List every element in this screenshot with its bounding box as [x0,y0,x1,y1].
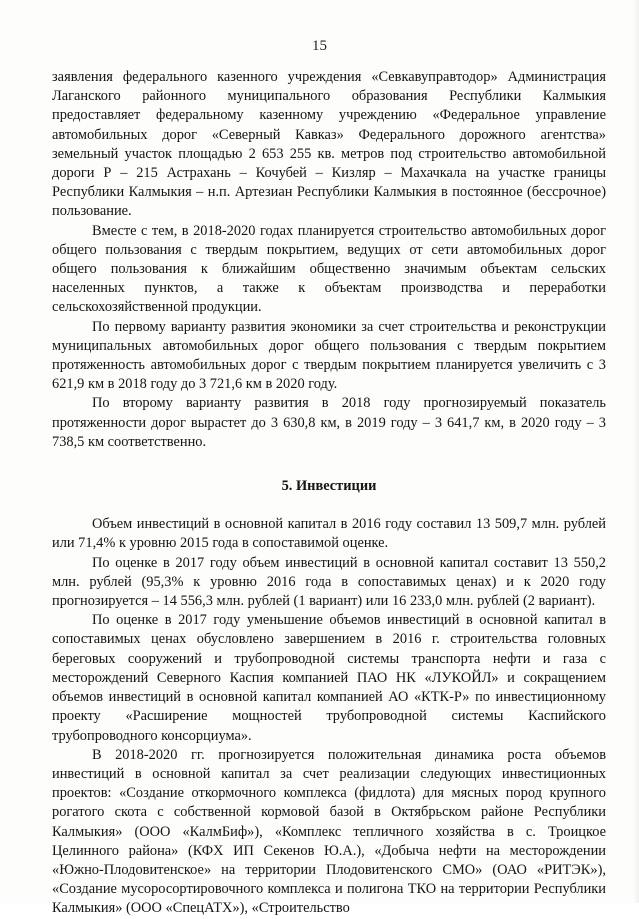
paragraph: По первому варианту развития экономики за счет строительства и реконструкции муниципальных автомобильных дорог общего пользования с твердым покрытием протяженность автомобильных дорог с твердым покрытием планируется увеличить с 3 621,9 км в 2018 году до 3 721,6 км в 2020 году. [52,318,606,393]
section-heading: 5. Инвестиции [281,478,377,495]
paragraph: По оценке в 2017 году объем инвестиций в основной капитал составит 13 550,2 млн. рублей (95,3% к уровню 2016 года в сопоставимых ценах) и к 2020 году прогнозируется – 14 556,3 млн. рублей (1 вариант) или 16 233,0 млн. рублей (2 вариант). [52,554,606,610]
paragraph: По второму варианту развития в 2018 году прогнозируемый показатель протяженности дорог вырастет до 3 630,8 км, в 2019 году – 3 641,7 км, в 2020 году – 3 738,5 км соответственно. [52,395,606,450]
paragraph: заявления федерального казенного учреждения «Севкавуправтодор» Администрация Лаганского районного муниципального образования Республики Калмыкия предоставляет федеральному казенному учреждению «Федеральное управление автомобильных дорог «Северный Кавказ» Федерального дорожного агентства» земельный участок площадью 2 653 255 кв. метров под строительство автомобильной дороги Р – 215 Астрахань – Кочубей – Кизляр – Махачкала на участке границы Республики Калмыкия – н.п. Артезиан Республики Калмыкия в постоянное (бессрочное) пользование. [52,69,606,220]
paragraph: В 2018-2020 гг. прогнозируется положительная динамика роста объемов инвестиций в основной капитал за счет реализации следующих инвестиционных проектов: «Создание откормочного комплекса (фидлота) для мясных пород крупного рогатого скота с собственной кормовой базой в Октябрьском районе Республики Калмыкия» (ООО «КалмБиф»), «Комплекс тепличного хозяйства в с. Троицкое Целинного района» (КФХ ИП Секенов Ю.А.), «Добыча нефти на месторождении «Южно-Плодовитенское» на территории Плодовитенского СМО» (ОАО «РИТЭК»), «Создание мусоросортировочного комплекса и полигона ТКО на территории Республики Калмыкия» (ООО «СпецАТХ»), «Строительство [52,746,606,917]
scan-edge-shadow [633,0,639,903]
page-number: 15 [312,38,327,54]
paragraph: Вместе с тем, в 2018-2020 годах планируется строительство автомобильных дорог общего пользования с твердым покрытием, ведущих от сети автомобильных дорог общего пользования к ближайшим общественно значимым объектам сельских населенных пунктов, а также к объектам производства и переработки сельскохозяйственной продукции. [52,222,606,316]
paragraph: По оценке в 2017 году уменьшение объемов инвестиций в основной капитал в сопоставимых ценах обусловлено завершением в 2016 г. строительства головных береговых сооружений и трубопроводной системы транспорта нефти и газа с месторождений Северного Каспия компанией ПАО НК «ЛУКОЙЛ» и сокращением объемов инвестиций в основной капитал компанией АО «КТК-Р» по инвестиционному проекту «Расширение мощностей трубопроводной системы Каспийского трубопроводного консорциума». [52,612,606,744]
paragraph: Объем инвестиций в основной капитал в 2016 году составил 13 509,7 млн. рублей или 71,4% к уровню 2015 года в сопоставимой оценке. [52,516,606,552]
document-body [52,68,606,919]
